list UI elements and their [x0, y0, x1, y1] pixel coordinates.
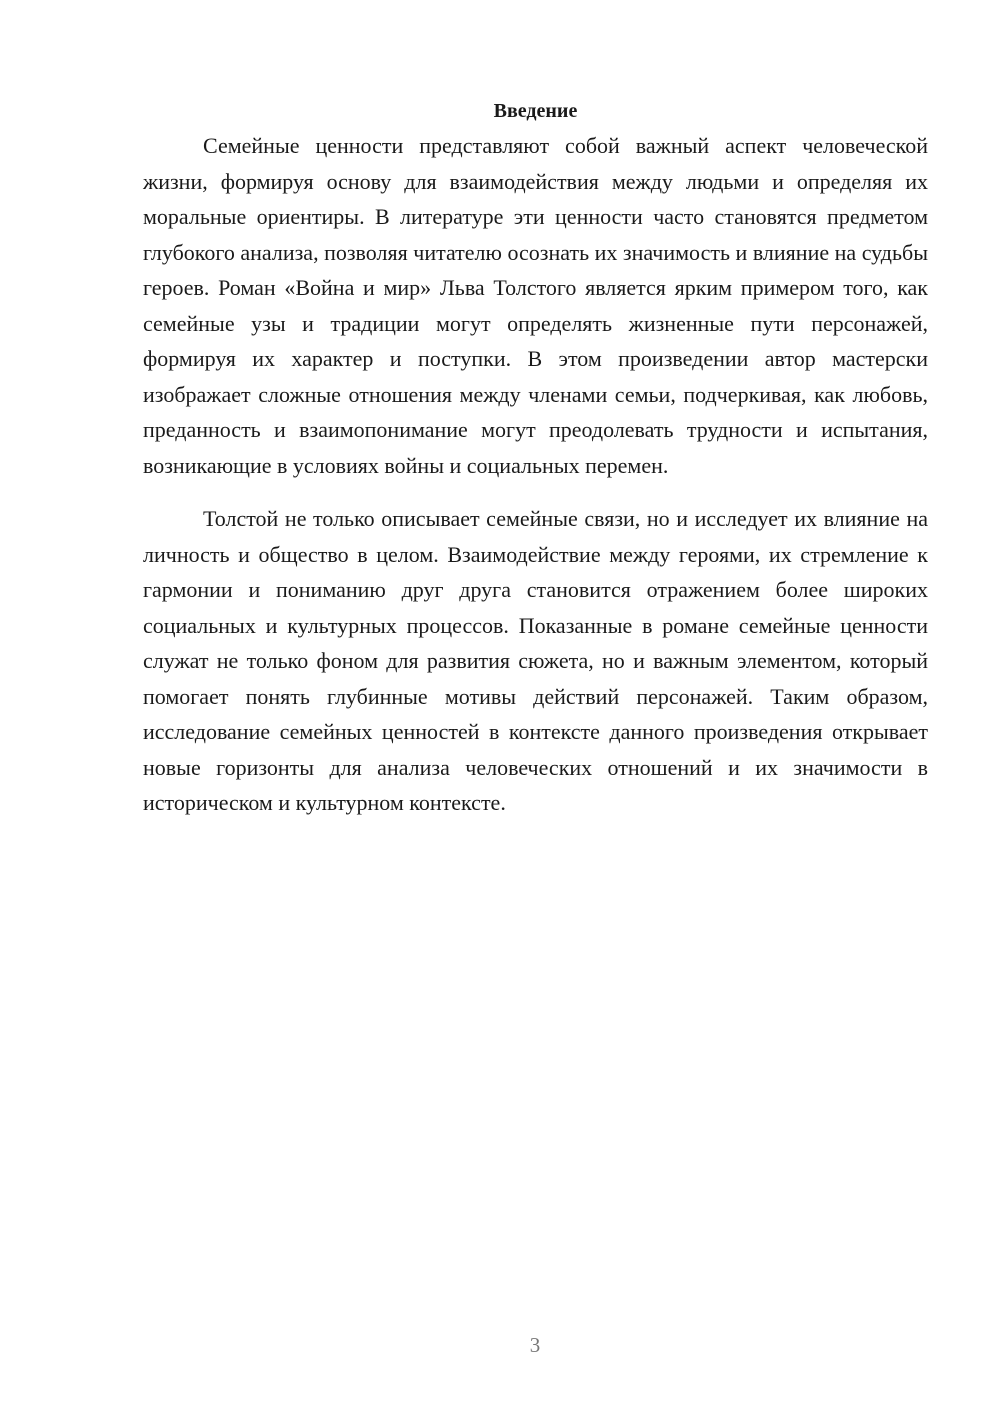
page-content: [143, 96, 928, 821]
paragraph-1: Семейные ценности представляют собой важный аспект человеческой жизни, формируя основу для взаимодействия между людьми и определяя их моральные ориентиры. В литературе эти ценности часто становятся предметом глубокого анализа, позволяя читателю осознать их значимость и влияние на судьбы героев. Роман «Война и мир» Льва Толстого является ярким примером того, как семейные узы и традиции могут определять жизненные пути персонажей, формируя их характер и поступки. В этом произведении автор мастерски изображает сложные отношения между членами семьи, подчеркивая, как любовь, преданность и взаимопонимание могут преодолевать трудности и испытания, возникающие в условиях войны и социальных перемен.: [143, 133, 928, 478]
page-number: 3: [529, 1333, 541, 1357]
section-heading: Введение: [493, 100, 578, 122]
paragraph-2: Толстой не только описывает семейные связи, но и исследует их влияние на личность и общество в целом. Взаимодействие между героями, их стремление к гармонии и пониманию друг друга становится отражением более широких социальных и культурных процессов. Показанные в романе семейные ценности служат не только фоном для развития сюжета, но и важным элементом, который помогает понять глубинные мотивы действий персонажей. Таким образом, исследование семейных ценностей в контексте данного произведения открывает новые горизонты для анализа человеческих отношений и их значимости в историческом и культурном контексте.: [143, 506, 928, 815]
